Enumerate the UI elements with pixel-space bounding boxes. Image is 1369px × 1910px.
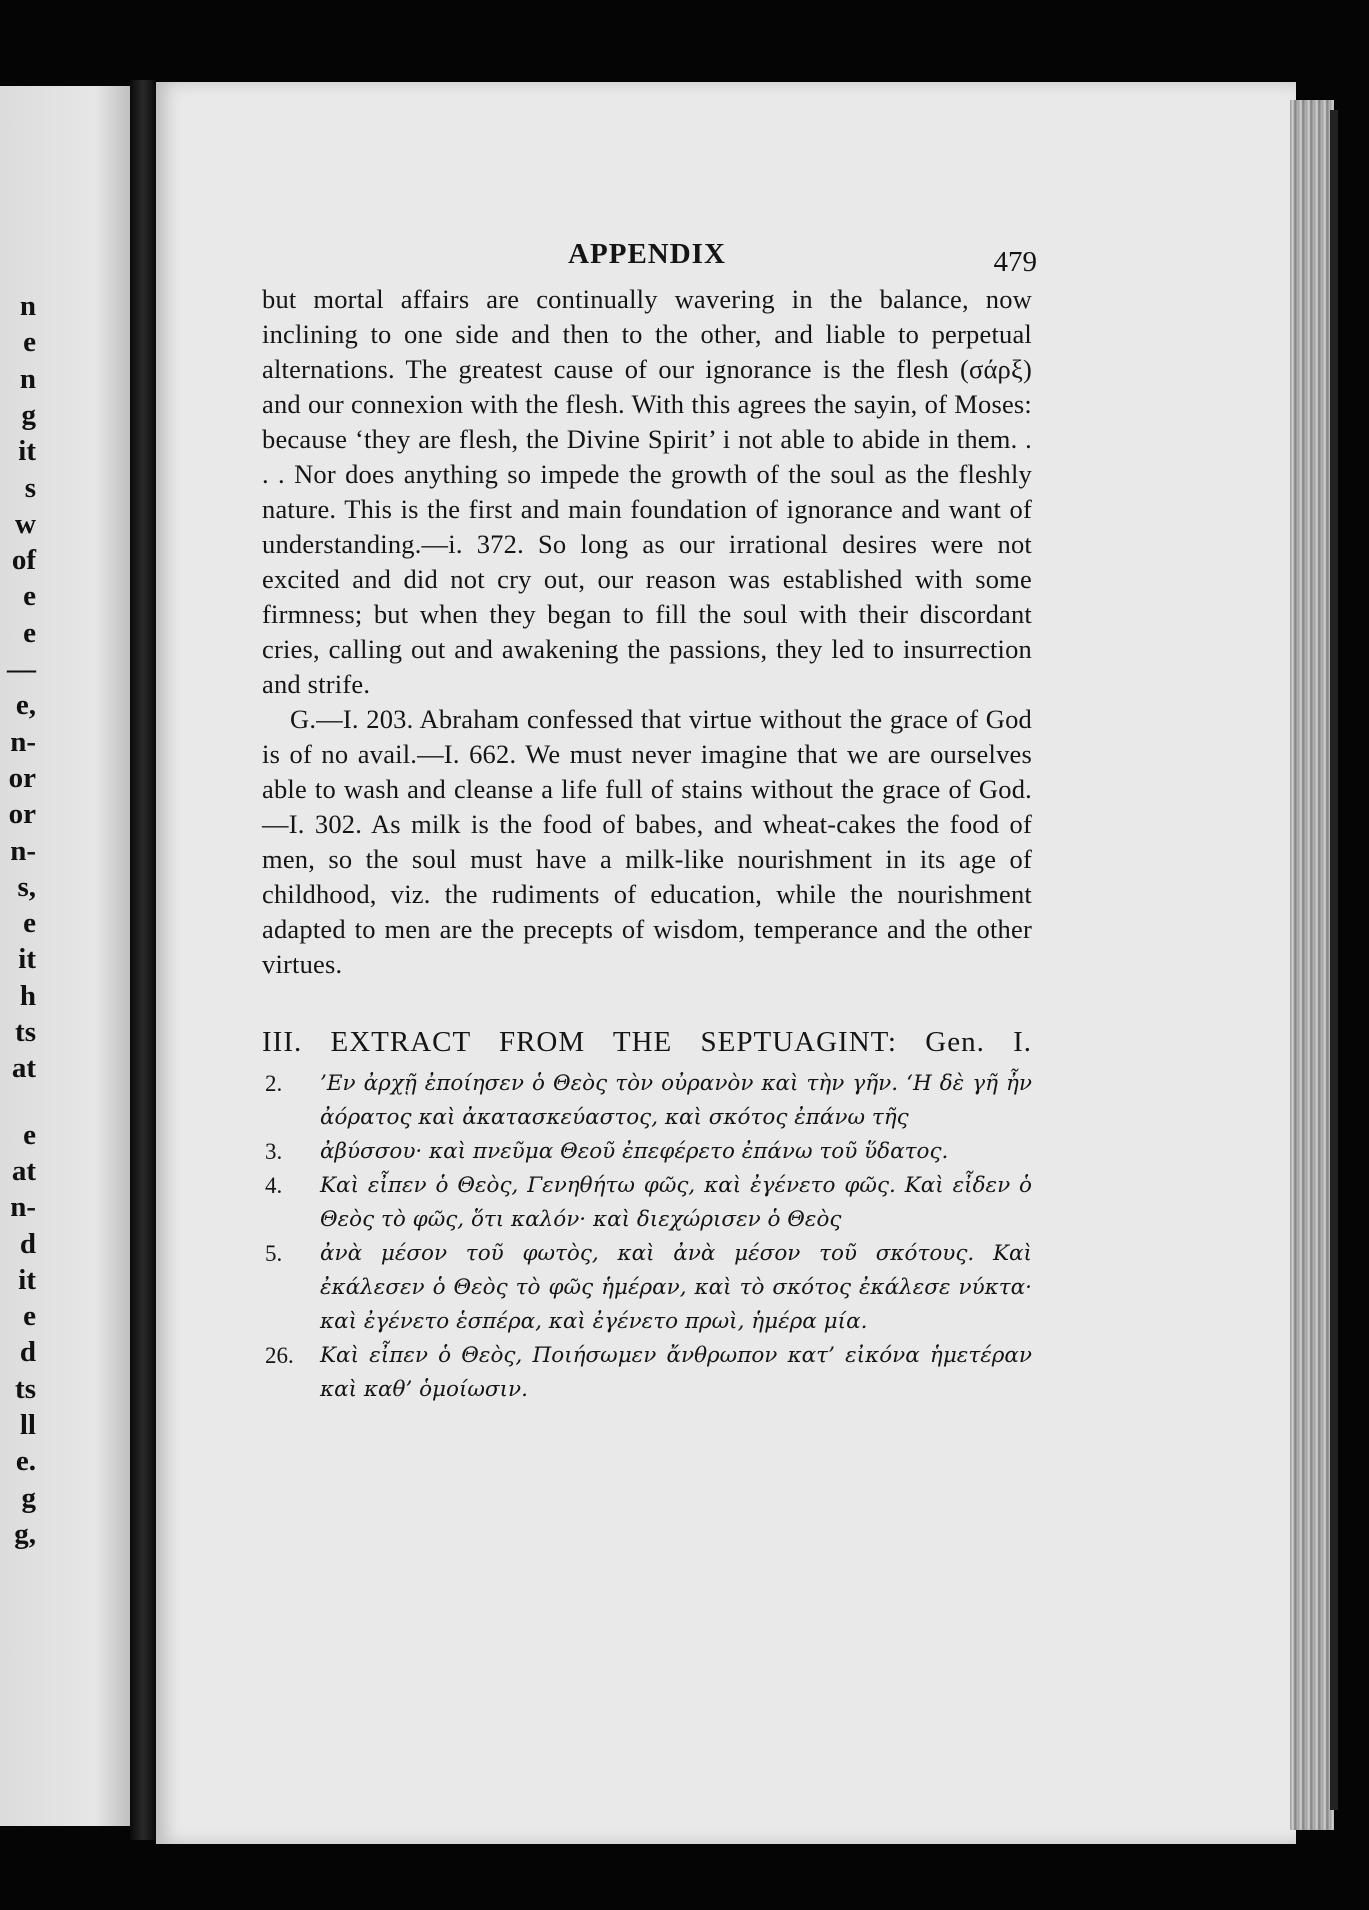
previous-page-fragment: it — [18, 435, 36, 468]
verse — [262, 1067, 1032, 1135]
verse — [262, 1135, 1032, 1169]
verse — [262, 1339, 1032, 1407]
verse-number: 3. — [265, 1139, 283, 1164]
page-number: 479 — [993, 246, 1037, 278]
previous-page-fragment: n — [19, 290, 36, 322]
previous-page-fragment: d — [19, 1227, 36, 1260]
previous-page-fragment: g — [21, 1481, 36, 1514]
body-text — [262, 282, 1032, 982]
verse — [262, 1169, 1032, 1237]
previous-page-fragment: ll — [19, 1409, 36, 1441]
previous-page-fragment: e — [23, 326, 36, 359]
previous-page-fragment: e — [23, 907, 36, 940]
page-content — [262, 232, 1037, 1407]
previous-page-fragment: it — [18, 943, 36, 976]
book-spine — [130, 80, 156, 1840]
previous-page-fragment: e. — [15, 1445, 36, 1478]
previous-page-fragment: d — [19, 1336, 36, 1369]
previous-page-fragment: e, — [15, 689, 36, 722]
verse-text: Καὶ εἶπεν ὁ Θεὸς, Γενηθήτω φῶς, καὶ ἐγένετο φῶς. Καὶ εἶδεν ὁ Θεὸς τὸ φῶς, ὅτι καλόν· καὶ διεχώρισεν ὁ Θεὸς — [320, 1173, 1032, 1232]
page-stack-shadow — [1330, 110, 1338, 1810]
running-title: APPENDIX — [568, 238, 726, 270]
page-header — [262, 232, 1037, 282]
previous-page-fragment: e — [23, 1300, 36, 1333]
previous-page-fragment: h — [19, 979, 36, 1012]
previous-page-fragment: at — [11, 1052, 36, 1085]
previous-page-fragment: s, — [17, 870, 36, 903]
verse-number: 2. — [265, 1071, 283, 1096]
previous-page-fragment: or — [8, 798, 36, 831]
verse-text: ἀβύσσου· καὶ πνεῦμα Θεοῦ ἐπεφέρετο ἐπάνω τοῦ ὕδατος. — [320, 1139, 949, 1164]
section-heading: III. EXTRACT FROM THE SEPTUAGINT: Gen. I. — [262, 1026, 1032, 1058]
previous-page-fragment: or — [8, 761, 36, 794]
previous-page-edge — [0, 86, 136, 1826]
previous-page-fragment: ts — [15, 1016, 36, 1048]
paragraph: but mortal affairs are continually wavering in the balance, now inclining to one side and then to the other, and liable to perpetual alternations. The greatest cause of our ignorance is the flesh (σάρξ) and our connexion with the flesh. With this agrees the sayin, of Moses: because ‘they are flesh, the Divine Spirit’ i not able to abide in them. . . . Nor does anything so impede the growth of the soul as the fleshly nature. This is the first and main foundation of ignorance and want of understanding.—i. 372. So long as our irrational desires were not excited and did not cry out, our reason was established with some firmness; but when they began to fill the soul with their discordant cries, calling out and awakening the passions, they led to insurrection and strife. — [262, 284, 1032, 699]
previous-page-fragment: e — [23, 1118, 36, 1151]
verse-number: 26. — [265, 1343, 294, 1368]
previous-page-fragment: e — [23, 580, 36, 613]
previous-page-fragment: s — [24, 471, 36, 504]
verse-number: 4. — [265, 1173, 283, 1198]
verse-text: Καὶ εἶπεν ὁ Θεὸς, Ποιήσωμεν ἄνθρωπον κατ’ εἰκόνα ἡμετέραν καὶ καθ’ ὁμοίωσιν. — [320, 1343, 1032, 1402]
previous-page-fragment: it — [18, 1263, 36, 1296]
verse — [262, 1237, 1032, 1339]
septuagint-extract — [262, 1067, 1032, 1407]
previous-page-fragment: n- — [10, 834, 36, 867]
verse-number: 5. — [265, 1241, 283, 1266]
previous-page-fragment: w — [15, 507, 36, 540]
previous-page-fragment: g — [21, 398, 36, 431]
paragraph: G.—I. 203. Abraham confessed that virtue without the grace of God is of no avail.—I. 662. We must never imagine that we are ourselves able to wash and cleanse a life full of stains without the grace of God.—I. 302. As milk is the food of babes, and wheat-cakes the food of men, so the soul must have a milk-like nourishment in its age of childhood, viz. the rudiments of education, while the nourishment adapted to men are the precepts of wisdom, temperance and the other virtues. — [262, 704, 1032, 979]
page-stack-edge — [1290, 100, 1334, 1830]
previous-page-fragment: — — [7, 653, 36, 685]
previous-page-fragment: n — [19, 362, 36, 395]
previous-page-fragment: n- — [10, 725, 36, 758]
previous-page-fragment: e — [23, 616, 36, 649]
previous-page-fragment: g, — [14, 1517, 36, 1550]
previous-page-fragment: at — [11, 1154, 36, 1187]
previous-page-fragment: n- — [10, 1191, 36, 1224]
verse-text: ’Εν ἀρχῇ ἐποίησεν ὁ Θεὸς τὸν οὐρανὸν καὶ τὴν γῆν. ‘Η δὲ γῆ ἦν ἀόρατος καὶ ἀκατασκεύαστος, καὶ σκότος ἐπάνω τῆς — [320, 1071, 1032, 1130]
verse-text: ἀνὰ μέσον τοῦ φωτὸς, καὶ ἀνὰ μέσον τοῦ σκότους. Καὶ ἐκάλεσεν ὁ Θεὸς τὸ φῶς ἡμέραν, καὶ τὸ σκότος ἐκάλεσε νύκτα· καὶ ἐγένετο ἑσπέρα, καὶ ἐγένετο πρωὶ, ἡμέρα μία. — [320, 1241, 1032, 1334]
previous-page-fragment: of — [11, 544, 36, 577]
previous-page-fragment: ts — [15, 1372, 36, 1405]
